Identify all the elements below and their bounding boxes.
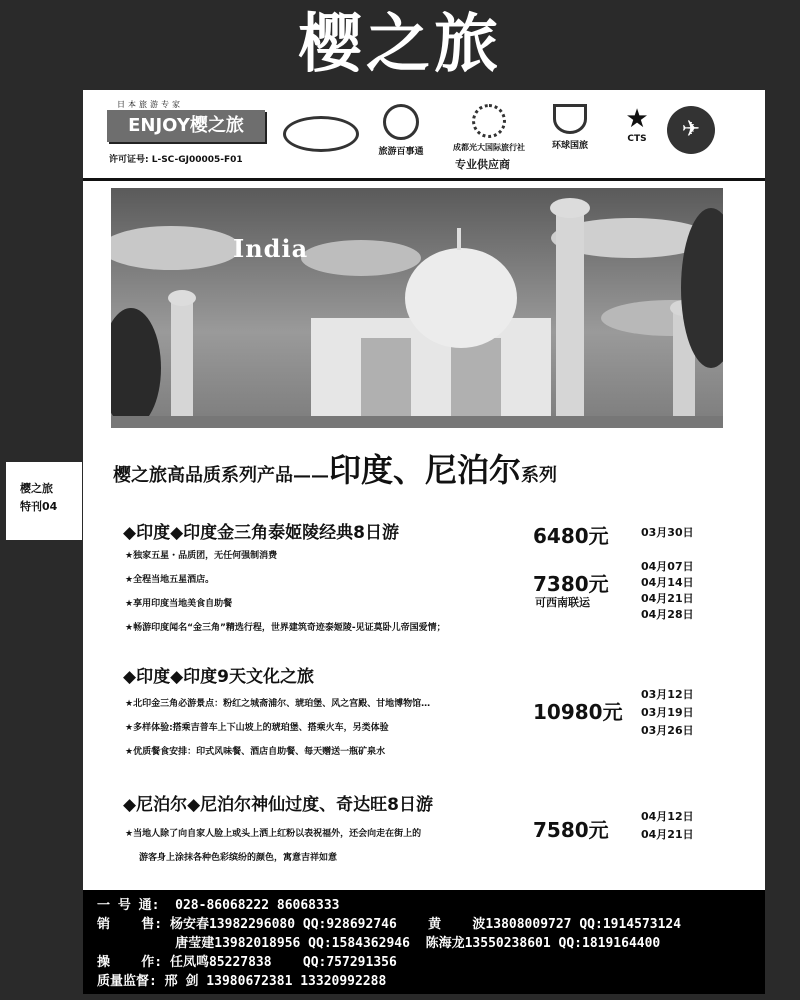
- partner-logo-5: ★ CTS: [615, 104, 659, 144]
- license-number: 许可证号: L-SC-GJ00005-F01: [109, 155, 243, 165]
- tour-2-price: 10980元: [533, 700, 623, 724]
- series-headline: 樱之旅高品质系列产品——印度、尼泊尔系列: [113, 451, 558, 489]
- star-logo-icon: ★: [625, 104, 649, 134]
- tour-3-date: 04月21日: [641, 828, 694, 841]
- tour-2-bullet: ★北印金三角必游景点：粉红之城斋浦尔、琥珀堡、风之宫殿、甘地博物馆…: [125, 699, 431, 709]
- side-tab-issue: 特刊04: [20, 500, 58, 513]
- header-divider: [83, 178, 765, 181]
- tour-1-price-alt: 7380元: [533, 572, 609, 596]
- footer-row: 一 号 通: 028-86068222 86068333: [97, 898, 340, 913]
- photo-caption: India: [233, 234, 309, 263]
- brand-logo: ENJOY樱之旅: [107, 110, 265, 142]
- tour-2-date: 03月19日: [641, 706, 694, 719]
- tour-3-price: 7580元: [533, 818, 609, 842]
- taj-mahal-illustration: [111, 188, 723, 428]
- tour-3-bullet: ★当地人除了向自家人脸上或头上洒上红粉以表祝福外，还会向走在街上的: [125, 829, 422, 839]
- tour-3-bullet: 游客身上涂抹各种色彩缤纷的颜色，寓意吉祥如意: [139, 853, 338, 863]
- brand-tagline: 日本旅游专家: [117, 100, 183, 109]
- partner-logo-1: [281, 116, 361, 156]
- tour-2-bullet: ★多样体验:搭乘吉普车上下山坡上的琥珀堡、搭乘火车，另类体验: [125, 723, 389, 733]
- tour-3-date: 04月12日: [641, 810, 694, 823]
- tour-1-date: 04月14日: [641, 576, 694, 589]
- airplane-logo-icon: ✈: [667, 106, 715, 154]
- tour-1-price: 6480元: [533, 524, 609, 548]
- tour-1-bullet: ★享用印度当地美食自助餐: [125, 599, 233, 609]
- tour-3-title: ◆尼泊尔◆尼泊尔神仙过度、奇达旺8日游: [123, 795, 433, 815]
- footer-row: 操 作: 任凤鸣85227838 QQ:757291356: [97, 955, 397, 970]
- footer-row: 销 售: 杨安春13982296080 QQ:928692746 黄 波13808009727 QQ:1914573124: [97, 917, 682, 932]
- taj-mahal-photo: [111, 188, 723, 428]
- side-tab-brand: 樱之旅: [20, 482, 53, 495]
- partner-logo-4: 环球国旅: [535, 104, 605, 151]
- tour-1-date: 04月07日: [641, 560, 694, 573]
- footer-row: 唐莹建13982018956 QQ:1584362946 陈海龙13550238601 QQ:1819164400: [97, 936, 661, 951]
- tour-1-bullet: ★独家五星・品质团，无任何强制消费: [125, 551, 278, 561]
- globe-logo-icon: [283, 116, 359, 152]
- tour-2-bullet: ★优质餐食安排：印式风味餐、酒店自助餐、每天赠送一瓶矿泉水: [125, 747, 386, 757]
- tour-1-bullet: ★畅游印度闻名“金三角”精选行程，世界建筑奇迹泰姬陵-见证莫卧儿帝国爱情；: [125, 623, 446, 633]
- tour-1-bullet: ★全程当地五星酒店。: [125, 575, 215, 585]
- tour-1-date: 03月30日: [641, 526, 694, 539]
- side-tab: [6, 462, 82, 540]
- contact-footer: [83, 890, 765, 994]
- tour-2-date: 03月12日: [641, 688, 694, 701]
- partner-logo-3: 成都光大国际旅行社: [451, 104, 527, 153]
- tour-2-date: 03月26日: [641, 724, 694, 737]
- partner-header: [83, 90, 765, 180]
- partner-logo-2: 旅游百事通: [363, 104, 439, 157]
- masthead-title: 樱之旅: [298, 8, 502, 82]
- flyer-sheet: [83, 90, 765, 890]
- footer-row: 质量监督: 邢 剑 13980672381 13320992288: [97, 974, 387, 989]
- tour-1-date: 04月28日: [641, 608, 694, 621]
- tour-1-title: ◆印度◆印度金三角泰姬陵经典8日游: [123, 523, 399, 543]
- tour-1-date: 04月21日: [641, 592, 694, 605]
- wave-logo-icon: [553, 104, 587, 134]
- supplier-label: 专业供应商: [455, 158, 510, 171]
- tour-1-price-note: 可西南联运: [535, 596, 590, 609]
- partner-logo-6: [667, 106, 719, 154]
- tour-2-title: ◆印度◆印度9天文化之旅: [123, 667, 314, 687]
- runner-logo-icon: [472, 104, 506, 138]
- cartoon-mascot-icon: [383, 104, 419, 140]
